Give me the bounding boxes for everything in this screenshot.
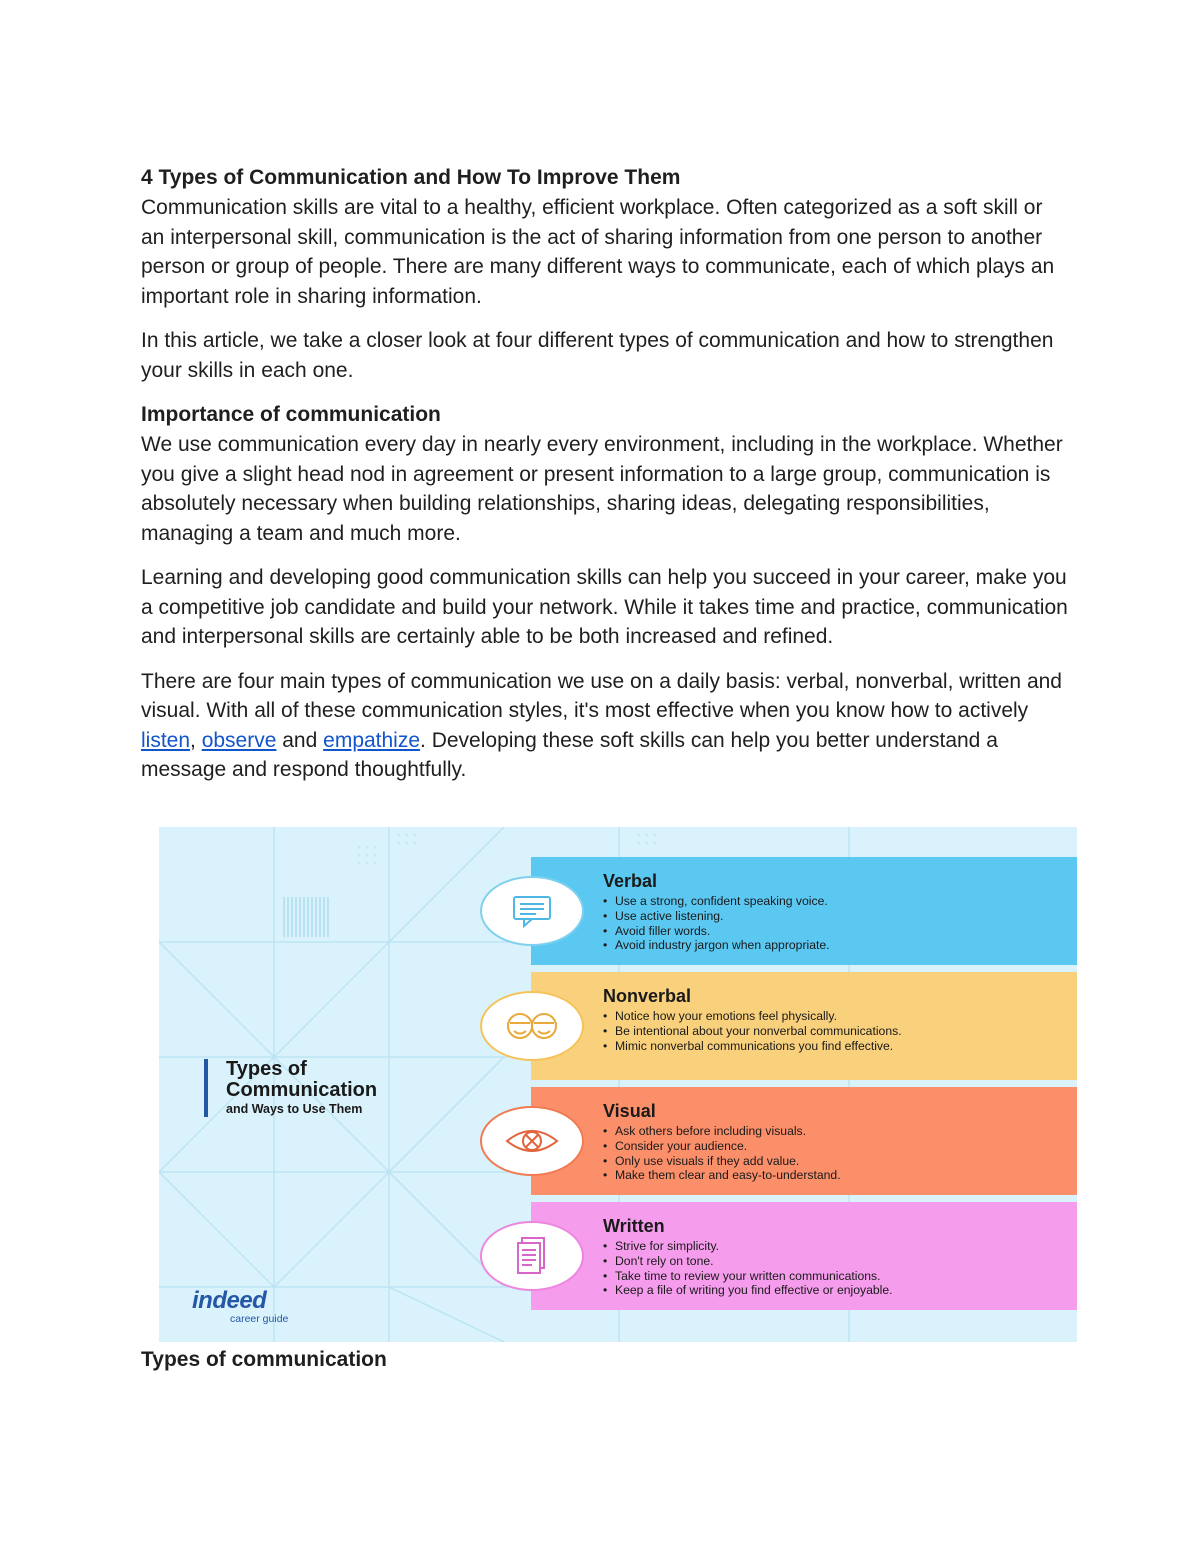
indeed-logo-word: indeed (192, 1287, 267, 1314)
band-visual (531, 1087, 1077, 1195)
band-list (603, 894, 1077, 953)
infographic-subtitle: and Ways to Use Them (226, 1102, 363, 1116)
list-item: • Use active listening. (603, 909, 1077, 924)
and-separator: and (276, 728, 324, 752)
list-item: • Mimic nonverbal communications you find effective. (603, 1039, 1077, 1054)
band-title: Nonverbal (603, 986, 692, 1006)
observe-link[interactable]: observe (201, 728, 277, 752)
list-item: • Only use visuals if they add value. (603, 1154, 1077, 1169)
band-list (603, 1239, 1077, 1298)
indeed-logo-sub: career guide (230, 1313, 289, 1325)
list-item: • Strive for simplicity. (603, 1239, 1077, 1254)
list-item: • Keep a file of writing you find effective or enjoyable. (603, 1283, 1077, 1298)
list-item: • Avoid industry jargon when appropriate. (603, 938, 1077, 953)
intro-paragraph-1: Communication skills are vital to a healthy, efficient workplace. Often categorized as a soft skill or an interpersonal skill, communication is the act of sharing information from one person to another person or group of people. There are many different ways to communicate, each of which plays an important role in sharing information. (141, 196, 1055, 308)
speech-bubble-icon (480, 876, 584, 946)
types-of-communication-infographic (159, 827, 1077, 1342)
infographic-title-line1: Types of (226, 1058, 307, 1080)
list-item: • Ask others before including visuals. (603, 1124, 1077, 1139)
importance-paragraph-1: We use communication every day in nearly every environment, including in the workplace. Whether you give a slight head nod in agreement or present information to a large group, communication is absolutely necessary when building relationships, sharing ideas, delegating responsibilities, managing a team and much more. (141, 433, 1063, 545)
types-text-start: There are four main types of communication we use on a daily basis: verbal, nonverbal, written and visual. With all of these communication styles, it's most effective when you know how to actively (141, 669, 1062, 722)
list-item: • Notice how your emotions feel physically. (603, 1009, 1077, 1024)
list-item: • Make them clear and easy-to-understand. (603, 1168, 1077, 1183)
importance-heading: Importance of communication (141, 403, 441, 426)
eye-icon (480, 1106, 584, 1176)
list-item: • Don't rely on tone. (603, 1254, 1077, 1269)
band-nonverbal (531, 972, 1077, 1080)
indeed-logo (192, 1289, 288, 1325)
list-item: • Consider your audience. (603, 1139, 1077, 1154)
band-title: Verbal (603, 871, 658, 891)
listen-link[interactable]: listen (141, 728, 191, 752)
faces-icon (480, 991, 584, 1061)
types-of-communication-heading: Types of communication (141, 1348, 387, 1371)
empathize-link[interactable]: empathize (323, 728, 421, 752)
list-item: • Be intentional about your nonverbal communications. (603, 1024, 1077, 1039)
document-icon (480, 1221, 584, 1291)
band-title: Written (603, 1216, 665, 1236)
types-text-end: . Developing these soft skills can help you better understand a message and respond thoughtfully. (141, 728, 998, 781)
list-item: • Take time to review your written communications. (603, 1269, 1077, 1284)
list-item: • Avoid filler words. (603, 924, 1077, 939)
infographic-title-line2: Communication (226, 1079, 378, 1101)
band-written (531, 1202, 1077, 1310)
importance-paragraph-2: Learning and developing good communication skills can help you succeed in your career, make you a competitive job candidate and build your network. While it takes time and practice, communication and interpersonal skills are certainly able to be both increased and refined. (141, 566, 1068, 648)
intro-paragraph-2: In this article, we take a closer look at four different types of communication and how to strengthen your skills in each one. (141, 329, 1054, 382)
list-item: • Use a strong, confident speaking voice. (603, 894, 1077, 909)
article-title: 4 Types of Communication and How To Improve Them (141, 166, 681, 189)
infographic-title-block (204, 1059, 377, 1117)
document-body (141, 163, 1071, 800)
comma-separator: , (190, 728, 202, 752)
band-title: Visual (603, 1101, 656, 1121)
band-verbal (531, 857, 1077, 965)
band-list (603, 1124, 1077, 1183)
band-list (603, 1009, 1077, 1053)
types-paragraph (141, 667, 1071, 785)
